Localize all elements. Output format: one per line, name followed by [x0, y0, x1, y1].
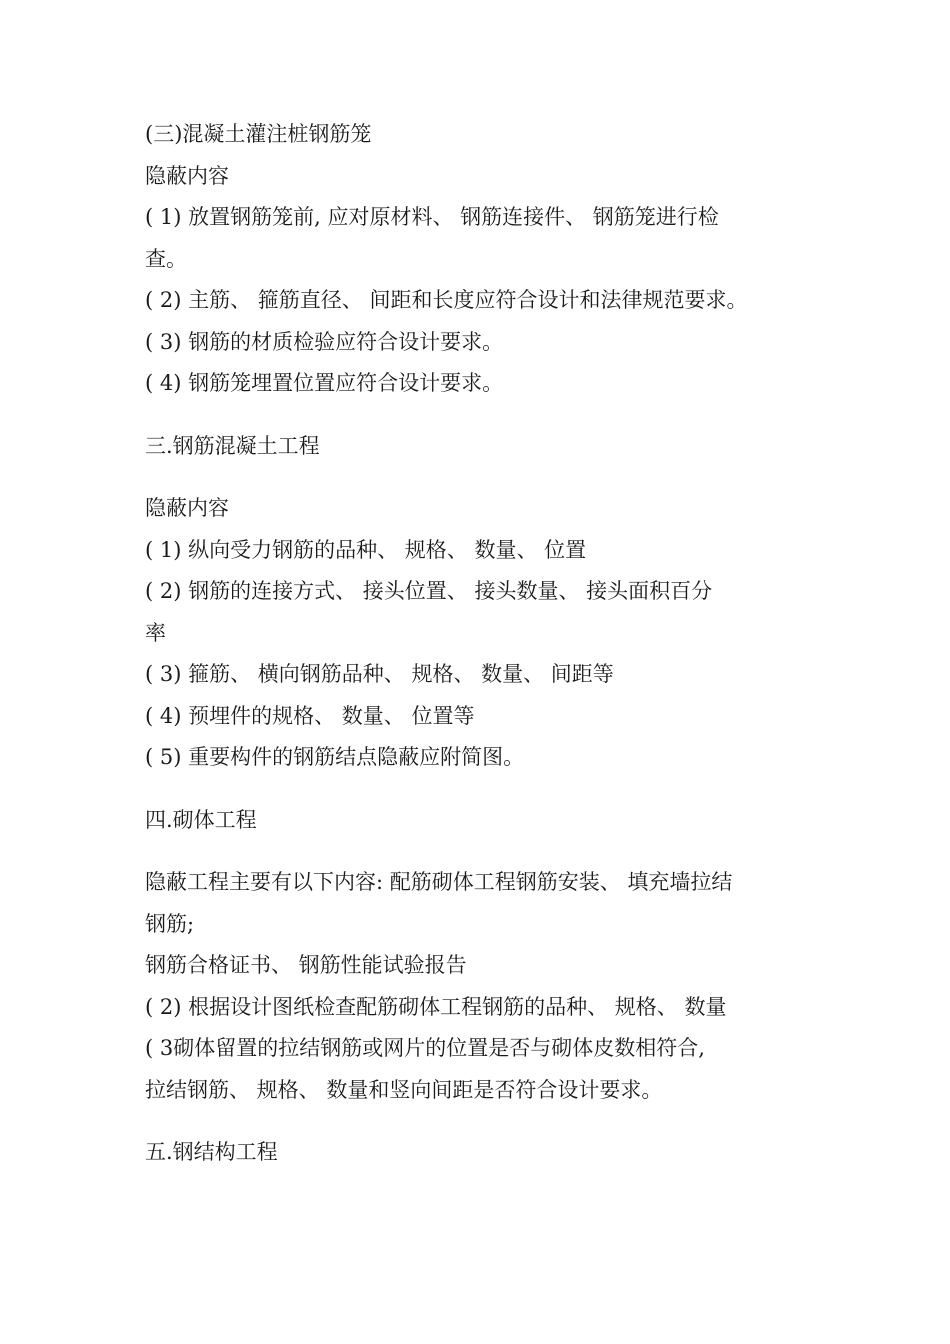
paragraph-line: 隐蔽工程主要有以下内容: 配筋砌体工程钢筋安装、 填充墙拉结 — [145, 870, 733, 894]
section-heading: 三.钢筋混凝土工程 — [145, 433, 320, 458]
paragraph-line: ( 1) 纵向受力钢筋的品种、 规格、 数量、 位置 — [145, 537, 587, 562]
section-pile-cage — [145, 114, 835, 405]
spacer — [145, 1111, 835, 1132]
paragraph-line: ( 1) 放置钢筋笼前, 应对原材料、 钢筋连接件、 钢筋笼进行检 — [145, 205, 719, 229]
spacer — [145, 779, 835, 800]
spacer — [145, 467, 835, 488]
paragraph-line: ( 3) 箍筋、 横向钢筋品种、 规格、 数量、 间距等 — [145, 662, 614, 686]
paragraph-line: 隐蔽内容 — [145, 496, 229, 520]
document-page — [145, 114, 835, 1174]
paragraph-line: ( 2) 根据设计图纸检查配筋砌体工程钢筋的品种、 规格、 数量 — [145, 994, 727, 1019]
spacer — [145, 841, 835, 862]
spacer — [145, 405, 835, 426]
subsection-heading: (三)混凝土灌注桩钢筋笼 — [145, 122, 372, 146]
paragraph-line: 拉结钢筋、 规格、 数量和竖向间距是否符合设计要求。 — [145, 1077, 663, 1102]
section-heading: 四.砌体工程 — [145, 807, 257, 832]
section-masonry-heading — [145, 800, 835, 842]
section-reinforced-concrete-heading — [145, 426, 835, 468]
paragraph-line: ( 3) 钢筋的材质检验应符合设计要求。 — [145, 329, 504, 354]
paragraph-line: ( 5) 重要构件的钢筋结点隐蔽应附简图。 — [145, 745, 525, 769]
paragraph-line: ( 2) 主筋、 箍筋直径、 间距和长度应符合设计和法律规范要求。 — [145, 288, 748, 312]
section-reinforced-concrete-content — [145, 488, 835, 779]
paragraph-line: ( 2) 钢筋的连接方式、 接头位置、 接头数量、 接头面积百分 — [145, 579, 713, 603]
paragraph-line: 隐蔽内容 — [145, 163, 229, 188]
paragraph-line: 查。 — [145, 246, 187, 271]
section-heading: 五.钢结构工程 — [145, 1140, 278, 1164]
paragraph-line: 钢筋; — [145, 911, 195, 936]
paragraph-line: 钢筋合格证书、 钢筋性能试验报告 — [145, 953, 467, 977]
paragraph-line: ( 3砌体留置的拉结钢筋或网片的位置是否与砌体皮数相符合, — [145, 1036, 705, 1060]
paragraph-line: 率 — [145, 620, 166, 645]
section-masonry-content — [145, 862, 835, 1111]
paragraph-line: ( 4) 钢筋笼埋置位置应符合设计要求。 — [145, 371, 504, 395]
paragraph-line: ( 4) 预埋件的规格、 数量、 位置等 — [145, 703, 475, 728]
section-steel-structure-heading — [145, 1132, 835, 1174]
